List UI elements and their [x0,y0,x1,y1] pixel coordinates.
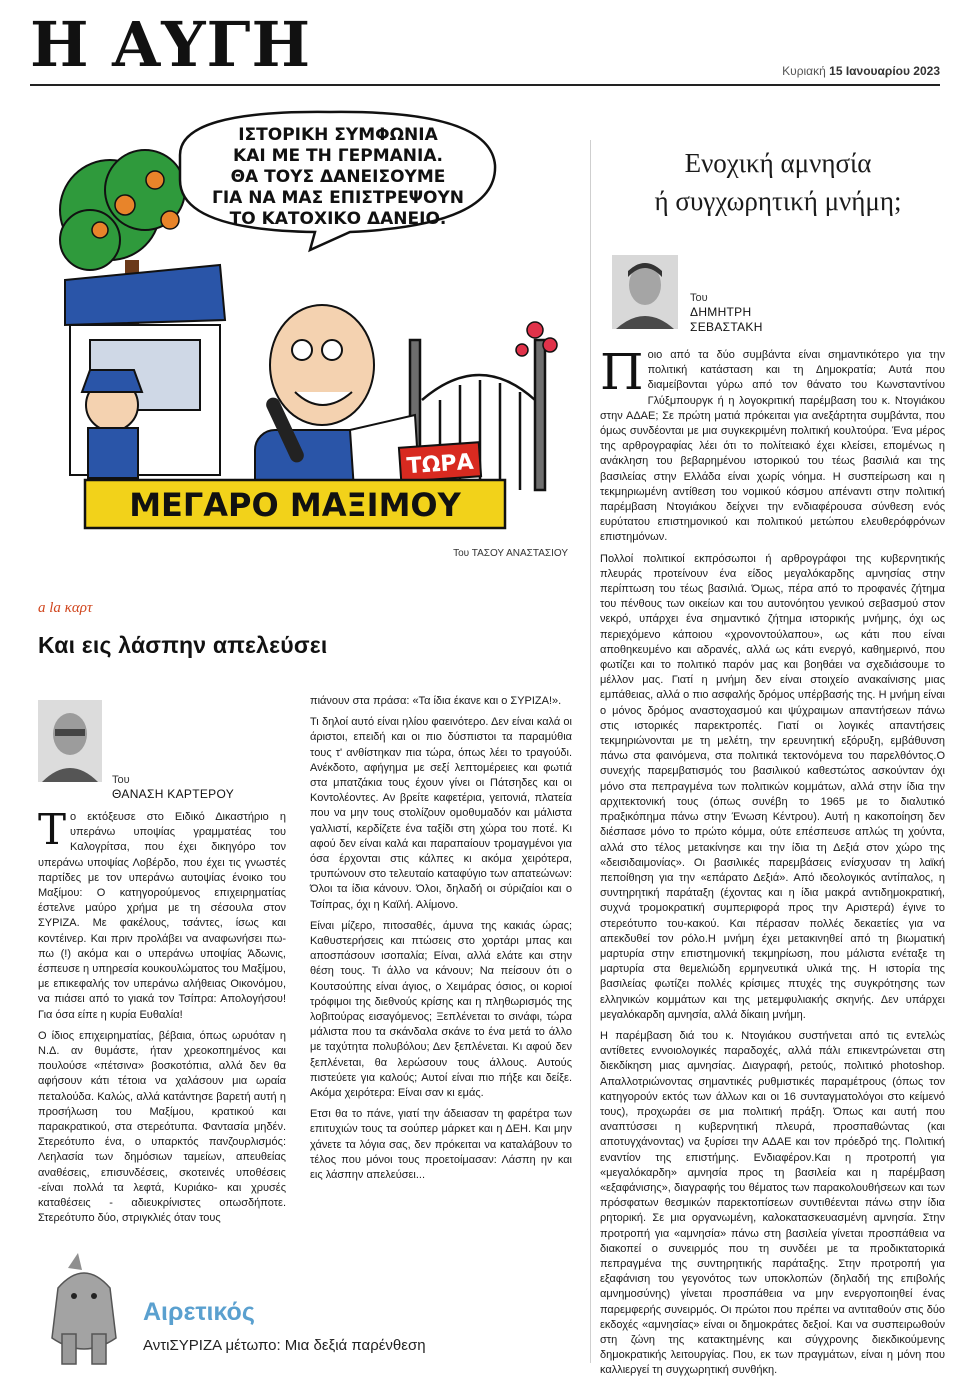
left-article-column-1 [38,805,286,1232]
author-photo [612,255,678,329]
sign-tag-text: ΤΩΡΑ [405,449,475,480]
masthead-rule [30,84,940,86]
bubble-line-2: ΚΑΙ ΜΕ ΤΗ ΓΕΡΜΑΝΙΑ. [233,146,443,166]
right-article-body [600,343,945,1385]
bubble-line-1: ΙΣΤΟΡΙΚΗ ΣΥΜΦΩΝΙΑ [238,125,438,145]
rhino-illustration [38,1248,130,1368]
bubble-line-3: ΘΑ ΤΟΥΣ ΔΑΝΕΙΣΟΥΜΕ [230,167,446,187]
article-paragraph: Ο ίδιος επιχειρηματίας, βέβαια, όπως ωρυόταν η Ν.Δ. αν θυμάστε, ήταν χρεοκοπημένος και πουλούσε «πέτσινα» βοσκοτόπια, αλλά δεν θα αφήσουν κάτι τέτοια να χαλάσουν μια ωραία πεταλούδα. Καλώς, αλλά κατάντησε βαρετή αυτή η προσήλωση του Μαξίμου, κρατικού και παρακρατικού, στα στερεότυπα. Φαντασία μηδέν. Στερεότυπο ένα, ο υπαρκτός πανζουρλισμός: Λεηλασία των δημόσιων ταμείων, απευθείας αναθέσεις, επισυνδέσεις, σκοτεινές υποθέσεις -είναι πολλά τα λεφτά, Κυριάκο- και χρυσές καταθέσεις - αδιευκρίνιστες οπωσδήποτε. Στερεότυπο δύο, στριγκλιές όταν τους [38,1029,286,1225]
guard-cap [82,370,142,392]
orange-fruit [92,222,108,238]
title-line-2: ή συγχωρητική μνήμη; [654,186,902,216]
article-paragraph: Ετσι θα το πάνε, γιατί την άδειασαν τη φαρέτρα των επιτυχιών τους τα σούπερ μάρκετ και η ΔΕΗ. Και μην χάνετε τα λόγια σας, δεν πρόκειται να καταλάβουν το τέλος που μόνοι τους προετοίμασαν: Λάσπη ην και εις λάσπην απελεύσει... [310,1108,572,1182]
byline-prefix: Του [690,292,708,304]
issue-weekday: Κυριακή [782,64,826,78]
article-paragraph: Το εκτόξευσε στο Ειδικό Δικαστήριο η υπεράνω υποψίας γραμματέας του Καλογρίτσα, που έχει δικηγόρο τον υπεράνω υποψίας Λοβέρδο, που έχει τις γνωστές παρτίδες με τον υπεράνω αυτοψίας ένοικο του Μαξίμου: Ο κατηγορούμενος επιχειρηματίας έστελνε μαύρο χρήμα με τη σέσουλα στον ΣΥΡΙΖΑ. Με φακέλους, τσάντες, ίσως και κοντέινερ. Και πριν προλάβει να αναφωνήσει πω-πω (!) ακόμα και ο υπεράνω υποψίας Άδωνις, έσπευσε η υπηρεσία κουκουλώματος του Μαξίμου, με επικεφαλής τον υπεράνω αλήθειας Οικονόμου, να πιάσει από το γιακά τον Τσίπρα: Απολογήσου! Για όσα είπε η κυρία Ευθαλία! [38,805,286,1021]
column-kicker: a la καρτ [38,600,93,616]
left-article-title: Και εις λάσπην απελεύσει [38,632,328,658]
author-photo [38,700,102,782]
drop-cap: Π [600,343,644,401]
drop-cap: Τ [38,805,67,854]
article-paragraph: Η παρέμβαση διά του κ. Ντογιάκου συστήνεται από τις εντελώς αντίθετες εννοιολογικές παραδοχές, αλλά πάλι επικεντρώνεται στη διεκδίκηση μιας αμνησίας. Διαγραφή, ρετούς, πολιτικό photoshop. Απαλλοτριώνοντας σημαντικές ρυθμιστικές παραμέτρους (όπως τον κατηγορούν εκτός των άλλων και οι 16 συνταγματολόγοι στο κείμενό τους), προχωράει σε μια πολιτική πράξη. Όπως και αυτή που αναπτύσσει η κυβερνητική πλευρά, προσπαθώντας (και αποτυγχάνοντας) να ξυρίσει την ΑΔΑΕ και τον πρόεδρό της. Πολιτική εναντίον της επιστήμης. Ενδιαφέρον.Και η προτροπή για «μεγαλόκαρδη» αμνησία προς τη βασιλεία και η παρέμβαση «εξαφάνισης», διαγραφής του θέματος των παρακολουθήσεων και των πρόσφατων θεσμικών παρεκτοπίσεων συντιθέενται πάνω στην ίδια ρητορική. Σε μια οργανωμένη, καλοκατασκευασμένη αμνησία. Στην προτροπή για «αμνησία» πάνω στη βασιλεία γίνεται προσπάθεια να διακοπεί ο συνειρμός που τη συνδέει με τα προδικτατορικά πεπραγμένα της συντηρητικής παράταξης. Στην προτροπή για εξαφάνιση του γεγονότος των υποκλοπών (δηλαδή της επιβολής αμνημοσύνης) γίνεται προσπάθεια να μην ενεργοποιηθεί ένας παρεμφερής συνειρμός. Οι πρώτοι που πρέπει να αντιταθούν στις δύο εκδοχές «αμνησίας» είναι οι δημοκράτες δεξιοί. Και να συσπειρωθούν στη ζώνη της κατακτημένης και σύγχρονης διεκδικούμενης δημοκρατικής λειτουργίας. Που, εκ των πραγμάτων, είναι η μόνη που καλλιεργεί τη συγχωρητική συνθήκη. [600,1029,945,1377]
right-article-byline [690,292,763,334]
orange-fruit [146,171,164,189]
newspaper-masthead: Η ΑΥΓΗ [30,8,312,81]
article-paragraph: Τι δηλοί αυτό είναι ηλίου φαεινότερο. Δεν είναι καλά οι άριστοι, επειδή και οι πιο δύσπιστοι τα παραμύθια τους τ' ανθίστηκαν πια τώρα, όπως λέει το τραγούδι. Ανέκδοτο, αφήγημα με σεξί λεπτομέρειες και φωτιά στα μπατζάκια τους έχουν γίνει οι Πάτσηδες και οι Κοντολέοντες. Αν βρείτε καφετέρια, γειτονιά, πλατεία που να μην τους στολίζουν ομοθυμαδόν και μάλιστα γαλλιστί, κερδίζετε ένα ταξίδι στη χώρα του ποτέ. Κι αφού δεν είναι καλά και παραπαίουν τρομαγμένοι για όσα έρχονται στις κάλπες κι ακόμα χειρότερα, τρυπώνουν στο τελευταίο καταφύγιο των απατεώνων: Όλοι τα ίδια κάνουν. Όλοι, δηλαδή οι σύριζαίοι και ο Τσίπρας, όχι η Καϊλή. Αλίμονο. [310,716,572,911]
sign-main-text: ΜΕΓΑΡΟ ΜΑΞΙΜΟΥ [129,486,461,524]
right-article-title [618,144,938,220]
byline-author-name: ΘΑΝΑΣΗ ΚΑΡΤΕΡΟΥ [112,787,235,802]
article-paragraph: Πολλοί πολιτικοί εκπρόσωποι ή αρθρογράφοι της κυβερνητικής πλευράς προτείνουν ένα είδος μεγαλόκαρδης αμνησίας στην περίπτωση του τέως βασιλιά. Όμως, πέρα από το προφανές ζήτημα του πένθους των οικείων και του αυτονόητου γενικού σεβασμού στον νεκρό, υπάρχει ένα σημαντικό ζήτημα ιστορικής μνήμης, όχι ως περιεχόμενο κάποιου «χρονοντούλαπου», ως κάτι που είναι αποθηκευμένο και αδρανές, αλλά ως κάτι ενεργό, καθημερινό, που φωτίζει και το πολιτικό παρόν μας και βοηθάει να σχεδιάσουμε το μέλλον μας. Γιατί η μνήμη δεν είναι στοιχείο ανακαίνισης μιας εμπάθειας, αλλά ο πιο ασφαλής δρόμος υπέρβασής της. Η μνήμη είναι ο μόνος δρόμος αναστοχασμού και ψύχραιμων απαντήσεων πάνω στις ιστορικές παρεκτροπές. Γιατί οι λογικές απαντήσεις τεκμηριώνονται με τη μελέτη, την ερευνητική εξόρυξη, εμβάθυνση πάνω στα φαινόμενα, στα πολιτικά τεκτονόμενα του παρελθόντος.Ο συνεχής παρεμβατισμός του βασιλικού καθεστώτος ασκούνταν όχι μόνο στα πεπραγμένα των πολιτικών κομμάτων, αλλά στην ίδια την αρχιτεκτονική τους (όπως συνέβη το 1965 με το διαλυτικό πραξικόπημα πάνω στην Ένωση Κέντρου). Αυτή η κακοποίηση δεν διέσπασε μόνο το πρώτο κόμμα, ούτε επέσπευσε απλώς τη χούντα, αλλά στο τέλος μετακίνησε και την ίδια τη Δεξιά στον χώρο της «δεισιδαιμονίας». Οι βασιλικές παρεμβάσεις ενίσχυσαν τη λαϊκή πεποίθηση για την «επάρατο Δεξιά». Από ιδεολογικός αντίπαλος, η συντηρητική παράταξη (έχοντας και η ίδια μακρά αντιδημοκρατική, συχνά τρομοκρατική συμπεριφορά προς την Αριστερά) έγινε το στερεότυπο του-κακού. Και πέρασαν πολλές δεκαετίες για να απεκδυθεί τον ρόλο.Η μνήμη έχει μετακινηθεί από τη βιωματική μαρτυρία στην επιστημονική τεκμηρίωση, που μάλιστα ενέταξε τη μαρτυρία στα θεμελιώδη ερμηνευτικά υλικά της. Η ιστορία της βασιλείας φωτίζει πολλές κρίσιμες πτυχές της συγκρότησης των ελληνικών κομμάτων και της μετεμφυλιακής σκηνής. Δεν υπάρχει μεγαλόκαρδη αμνησία, αλλά δίκαιη μνήμη. [600,552,945,1021]
man-eye [292,340,312,360]
booth-roof [65,265,225,325]
cartoon-drawing [30,100,578,540]
byline-author-name: ΔΗΜΗΤΡΗ [690,305,752,320]
political-cartoon [30,100,578,540]
orange-fruit [115,195,135,215]
bubble-line-4: ΓΙΑ ΝΑ ΜΑΣ ΕΠΙΣΤΡΕΨΟΥΝ [211,188,465,208]
bubble-line-5: ΤΟ ΚΑΤΟΧΙΚΟ ΔΑΝΕΙΟ. [229,209,447,229]
issue-date-value: 15 Ιανουαρίου 2023 [829,64,940,78]
byline-prefix: Του [112,774,130,786]
title-line-1: Ενοχική αμνησία [684,148,872,178]
byline-author-surname: ΣΕΒΑΣΤΑΚΗ [690,319,763,334]
column-title-airetikos: Αιρετικός [143,1298,255,1326]
left-article-byline [112,774,234,802]
left-article-column-2 [310,694,572,1189]
column-subtitle: ΑντιΣΥΡΙΖΑ μέτωπο: Μια δεξιά παρένθεση [143,1337,426,1354]
orange-fruit [161,211,179,229]
man-eye [322,340,342,360]
tree-foliage [60,210,120,270]
guard-uniform [88,428,138,478]
article-paragraph: πιάνουν στα πράσα: «Τα ίδια έκανε και ο ΣΥΡΙΖΑ!». [310,695,562,707]
issue-date [782,64,940,78]
man-head [270,305,374,425]
article-paragraph: Ποιο από τα δύο συμβάντα είναι σημαντικότερο για την πολιτική κατάσταση και τη Δημοκρατία; Αυτά που διαμείβονται γύρω από τον θάνατο του Κωνσταντίνου Γλύξμπουργκ ή η λογοκριτική παρέμβαση του κ. Ντογιάκου στην ΑΔΑΕ; Σε πρώτη ματιά πρόκειται για ανεξάρτητα συμβάντα, που όμως συνδέονται με μια συγκεκριμένη πολιτική κουλτούρα. Ένα μέρος της αρθρογραφίας λέει ότι το πολίτειακό έχει κλείσει, επομένως η ανάκληση του βεβαρημένου ιστορικού του τέως βασιλιά και της βασιλείας στην Ελλάδα είναι χωρίς νόημα. Η συσπείρωση και η τεκμηριωμένη αντίθεση του νομικού κόσμου απέναντι στην πολιτική παρέμβαση Ντογιάκου δείχνει την ενδιαφέρουσα σύνθεση ενός ευρύτατου επιστημονικού και πολιτικού μετώπου ελευθερόφρόνων επιστημόνων. [600,343,945,544]
column-divider [590,140,591,1363]
cartoon-credit: Του ΤΑΣΟΥ ΑΝΑΣΤΑΣΙΟΥ [453,548,568,559]
article-paragraph: Είναι μίζερο, πιτοσαθές, άμυνα της κακιάς ώρας; Καθυστερήσεις και πτώσεις στο χορτάρι μπας και αποσπάσουν ισοπαλία; Είναι, αλλά ελάτε και στην θέση τους. Τι άλλο να κάνουν; Να πείσουν ότι ο Κουτσούπης είναι άγιος, ο Χειμάρας όσιος, οι κοριοί τρόφιμοι της διεθνούς κρίσης και η πληθωρισμός της λοβιτούρας εισαγόμενος; Ξεπλένεται το σινάφι, τώρα μάλιστα που τα σκάνδαλα σκάνε το ένα μετά το άλλο με ταχύτητα πολυβόλου; Δεν ξεπλένεται. Κι αφού δεν ξεπλένεται, θα λερώσουν τους άλλους. Αυτούς πιστεύετε για καλούς; Αυτοί είναι πιο πήξε και δείξε. Ακόμα χειρότερα: Είναι σαν κι εμάς. [310,919,572,1100]
